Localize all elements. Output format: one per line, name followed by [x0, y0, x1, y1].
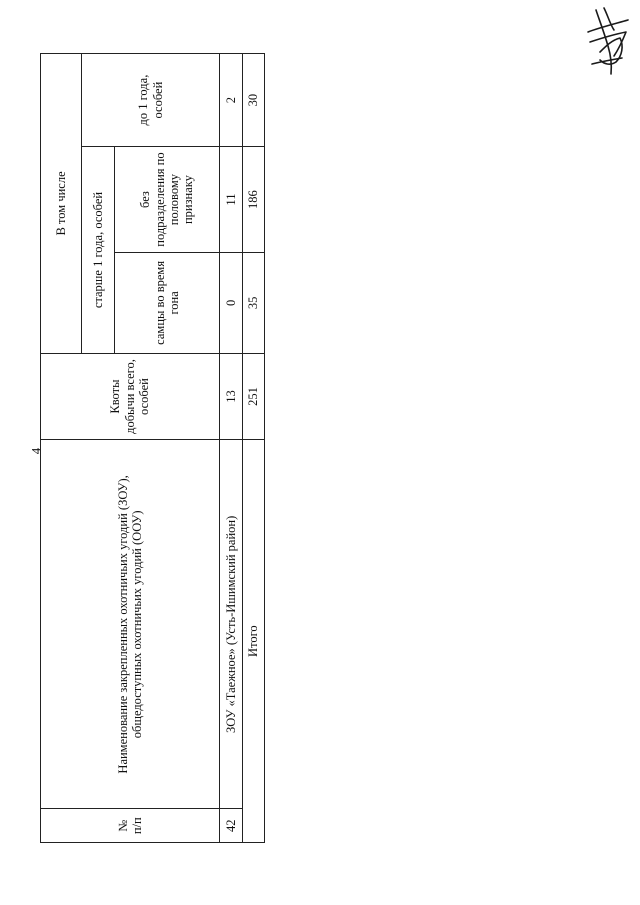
- total-young: 30: [242, 54, 265, 147]
- row-name: ЗОУ «Таежное» (Усть-Ишимский район): [220, 440, 243, 809]
- total-total: 251: [242, 353, 265, 439]
- row-total: 13: [220, 353, 243, 439]
- page-number: 4: [28, 447, 44, 455]
- row-males: 0: [220, 252, 243, 353]
- header-name: Наименование закрепленных охотничьих угодий (ЗОУ), общедоступных охотничьих угодий (ООУ): [41, 440, 220, 809]
- table-row: [220, 54, 243, 843]
- total-row: [242, 54, 265, 843]
- header-including: В том числе: [41, 54, 82, 354]
- handwritten-signature: [578, 2, 634, 82]
- header-older: старше 1 года, особей: [82, 147, 115, 354]
- header-num: № п/п: [41, 809, 220, 843]
- header-no-sex: без подразделения по половому признаку: [115, 147, 220, 253]
- row-no-sex: 11: [220, 147, 243, 253]
- total-males: 35: [242, 252, 265, 353]
- quota-table-container: [40, 53, 265, 843]
- total-label: Итого: [242, 440, 265, 843]
- quota-table: [40, 53, 265, 843]
- row-num: 42: [220, 809, 243, 843]
- header-young: до 1 года, особей: [82, 54, 220, 147]
- total-no-sex: 186: [242, 147, 265, 253]
- header-males: самцы во время гона: [115, 252, 220, 353]
- row-young: 2: [220, 54, 243, 147]
- header-total: Квоты добычи всего, особей: [41, 353, 220, 439]
